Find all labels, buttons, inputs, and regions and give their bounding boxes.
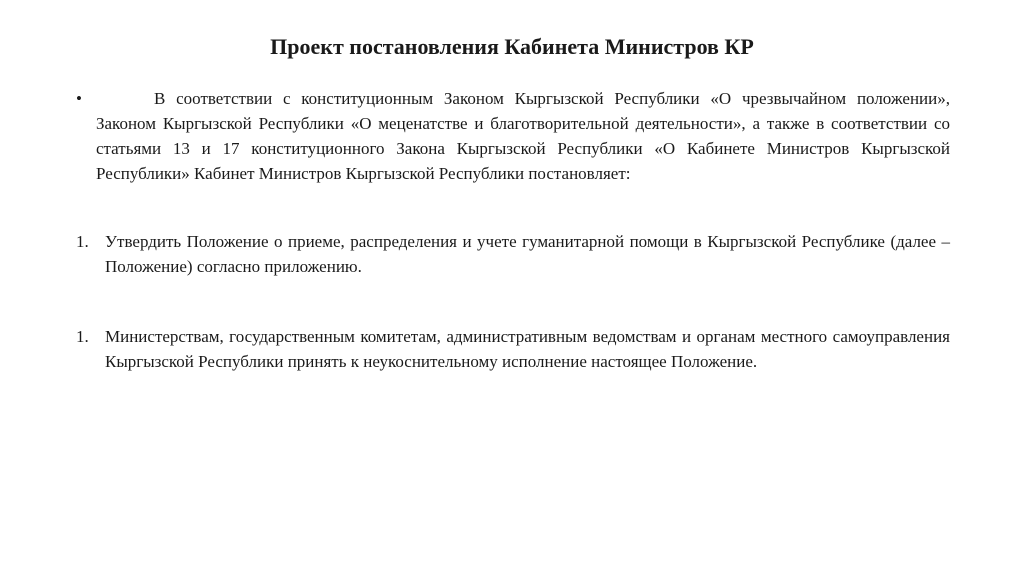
intro-paragraph [76, 86, 950, 216]
list-item [76, 229, 950, 281]
list-item-number: 1. [76, 232, 89, 251]
document-title: Проект постановления Кабинета Министров КР [270, 34, 754, 59]
list-item-number: 1. [76, 327, 89, 346]
intro-text: В соответствии с конституционным Законом Кыргызской Республики «О чрезвычайном положении», Законом Кыргызской Республики «О меценатстве и благотворительной деятельности», а также в соответствии со статьями 13 и 17 конституционного Закона Кыргызской Республики «О Кабинете Министров Кыргызской Республики» Кабинет Министров Кыргызской Республики постановляет: [96, 89, 950, 183]
list-item [76, 324, 950, 402]
bullet-marker: • [76, 89, 82, 108]
list-item-text: Министерствам, государственным комитетам, административным ведомствам и органам местного самоуправления Кыргызской Республики принять к неукоснительному исполнение настоящее Положение. [105, 327, 950, 371]
list-item-text: Утвердить Положение о приеме, распределения и учете гуманитарной помощи в Кыргызской Республике (далее – Положение) согласно приложению. [105, 232, 950, 276]
